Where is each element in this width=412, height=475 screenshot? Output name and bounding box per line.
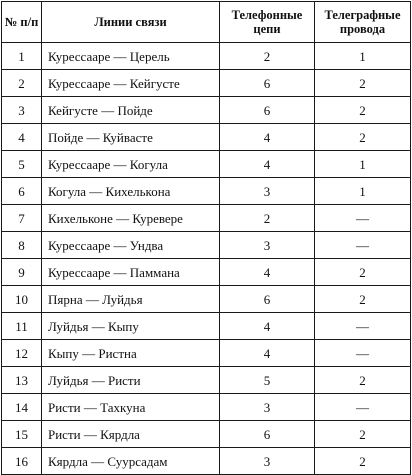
row-number-cell: 10 [2, 286, 42, 313]
header-num: № п/п [2, 2, 42, 43]
row-number-cell: 8 [2, 232, 42, 259]
table-row [2, 151, 411, 178]
line-name-cell: Ристи — Кярдла [42, 421, 220, 448]
table-row [2, 340, 411, 367]
telegraph-wires-cell: — [315, 205, 411, 232]
line-name-cell: Курессааре — Когула [42, 151, 220, 178]
table-body [2, 43, 411, 475]
table-row [2, 124, 411, 151]
telephone-circuits-cell: 3 [220, 232, 315, 259]
row-number-cell: 11 [2, 313, 42, 340]
line-name-cell: Кыпу — Ристна [42, 340, 220, 367]
line-name-cell: Пярна — Луйдья [42, 286, 220, 313]
telegraph-wires-cell: 2 [315, 448, 411, 475]
telephone-circuits-cell: 4 [220, 340, 315, 367]
line-name-cell: Курессааре — Паммана [42, 259, 220, 286]
telegraph-wires-cell: — [315, 340, 411, 367]
table-row [2, 205, 411, 232]
row-number-cell: 16 [2, 448, 42, 475]
telephone-circuits-cell: 6 [220, 97, 315, 124]
table-row [2, 286, 411, 313]
row-number-cell: 9 [2, 259, 42, 286]
header-line: Линии связи [42, 2, 220, 43]
row-number-cell: 12 [2, 340, 42, 367]
table-header [2, 2, 411, 43]
line-name-cell: Луйдья — Кыпу [42, 313, 220, 340]
communication-lines-table [1, 1, 411, 475]
line-name-cell: Кейгусте — Пойде [42, 97, 220, 124]
table-row [2, 313, 411, 340]
line-name-cell: Курессааре — Церель [42, 43, 220, 70]
telephone-circuits-cell: 3 [220, 394, 315, 421]
header-telephone: Телефонные цепи [220, 2, 315, 43]
row-number-cell: 15 [2, 421, 42, 448]
row-number-cell: 5 [2, 151, 42, 178]
header-telegraph: Телеграфные провода [315, 2, 411, 43]
row-number-cell: 7 [2, 205, 42, 232]
table-row [2, 394, 411, 421]
telephone-circuits-cell: 4 [220, 259, 315, 286]
table-row [2, 232, 411, 259]
table-row [2, 367, 411, 394]
line-name-cell: Кихельконе — Куревере [42, 205, 220, 232]
line-name-cell: Кярдла — Суурсадам [42, 448, 220, 475]
telegraph-wires-cell: 2 [315, 421, 411, 448]
telegraph-wires-cell: 2 [315, 70, 411, 97]
table-row [2, 421, 411, 448]
table-row [2, 178, 411, 205]
line-name-cell: Курессааре — Ундва [42, 232, 220, 259]
telephone-circuits-cell: 3 [220, 448, 315, 475]
telephone-circuits-cell: 6 [220, 70, 315, 97]
telegraph-wires-cell: 2 [315, 124, 411, 151]
row-number-cell: 2 [2, 70, 42, 97]
table-row [2, 97, 411, 124]
table-row [2, 43, 411, 70]
telephone-circuits-cell: 6 [220, 286, 315, 313]
telephone-circuits-cell: 5 [220, 367, 315, 394]
table-row [2, 70, 411, 97]
telephone-circuits-cell: 2 [220, 205, 315, 232]
line-name-cell: Луйдья — Ристи [42, 367, 220, 394]
telegraph-wires-cell: 2 [315, 286, 411, 313]
telegraph-wires-cell: 1 [315, 43, 411, 70]
telegraph-wires-cell: 1 [315, 178, 411, 205]
telegraph-wires-cell: 2 [315, 367, 411, 394]
line-name-cell: Курессааре — Кейгусте [42, 70, 220, 97]
telephone-circuits-cell: 4 [220, 124, 315, 151]
row-number-cell: 4 [2, 124, 42, 151]
telegraph-wires-cell: 1 [315, 151, 411, 178]
row-number-cell: 6 [2, 178, 42, 205]
row-number-cell: 14 [2, 394, 42, 421]
row-number-cell: 13 [2, 367, 42, 394]
row-number-cell: 1 [2, 43, 42, 70]
telegraph-wires-cell: 2 [315, 97, 411, 124]
table-row [2, 448, 411, 475]
line-name-cell: Пойде — Куйвасте [42, 124, 220, 151]
telephone-circuits-cell: 2 [220, 43, 315, 70]
telephone-circuits-cell: 4 [220, 313, 315, 340]
telegraph-wires-cell: — [315, 394, 411, 421]
table-row [2, 259, 411, 286]
telegraph-wires-cell: 2 [315, 259, 411, 286]
line-name-cell: Ристи — Тахкуна [42, 394, 220, 421]
telephone-circuits-cell: 3 [220, 178, 315, 205]
row-number-cell: 3 [2, 97, 42, 124]
telegraph-wires-cell: — [315, 232, 411, 259]
telephone-circuits-cell: 6 [220, 421, 315, 448]
telegraph-wires-cell: — [315, 313, 411, 340]
header-row [2, 2, 411, 43]
telephone-circuits-cell: 4 [220, 151, 315, 178]
line-name-cell: Когула — Кихелькона [42, 178, 220, 205]
